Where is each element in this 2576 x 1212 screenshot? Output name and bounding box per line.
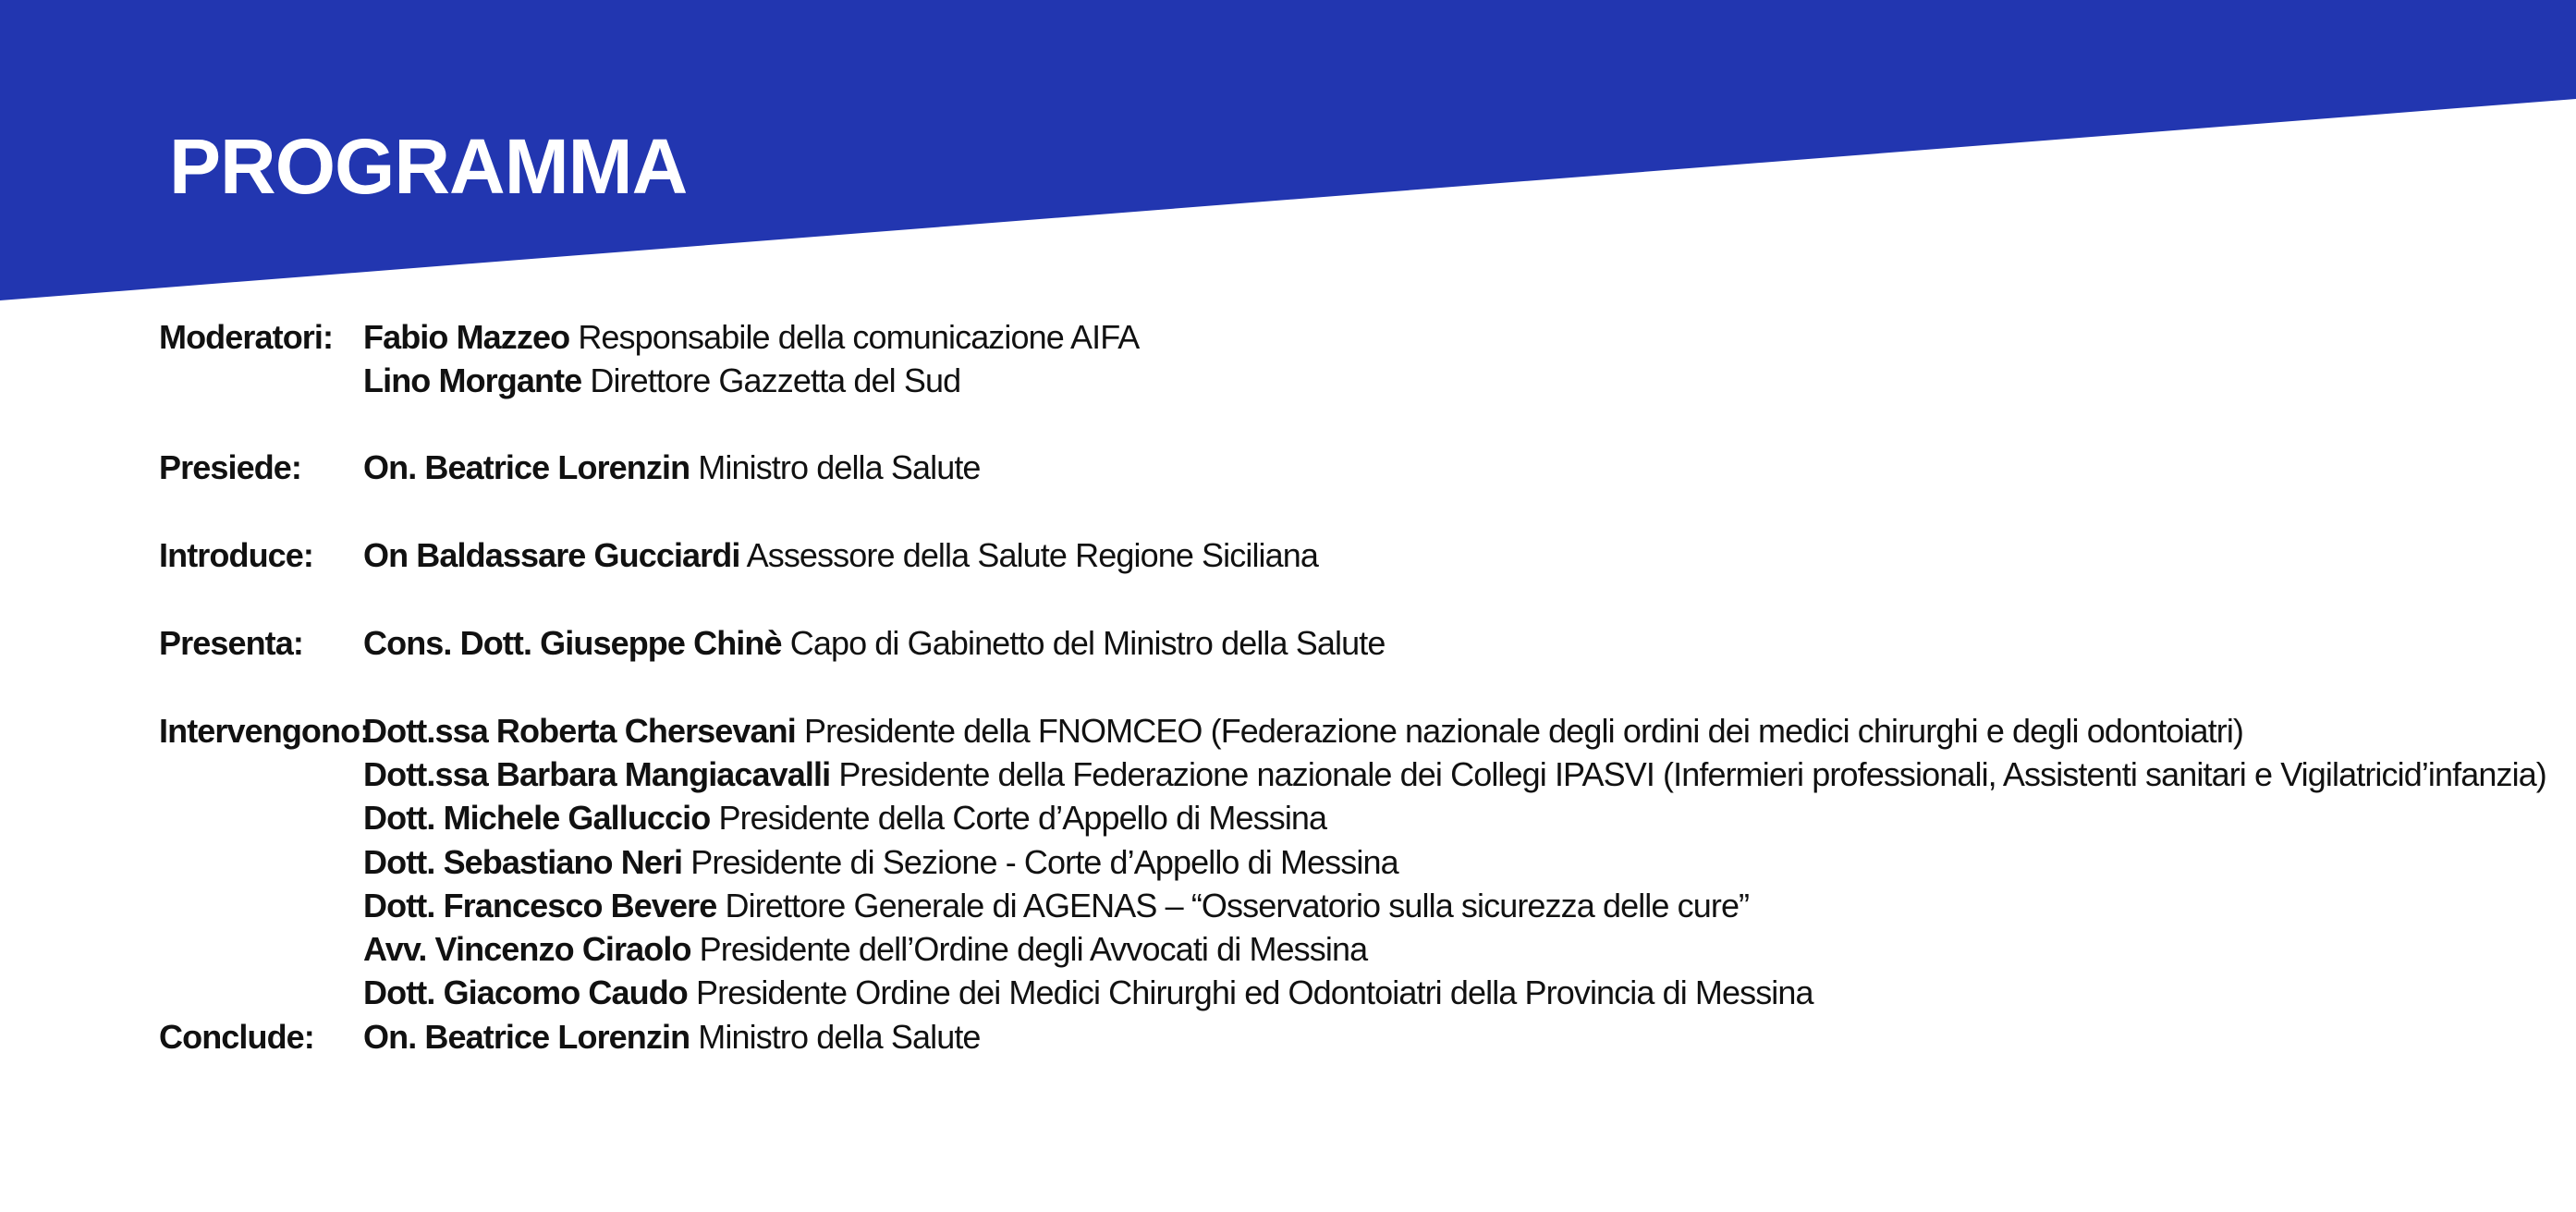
program-entry [363,533,1318,578]
program-entry [363,884,1749,928]
speaker-name: Cons. Dott. Giuseppe Chinè [363,624,782,662]
speaker-title: Direttore Generale di AGENAS – “Osservatorio sulla sicurezza delle cure” [725,887,1750,924]
role-label: Presiede: [159,448,301,486]
speaker-name: Dott. Giacomo Caudo [363,973,688,1011]
program-row [0,753,2576,797]
speaker-name: Lino Morgante [363,361,582,399]
speaker-name: Dott. Francesco Bevere [363,887,717,924]
speaker-title: Presidente della FNOMCEO (Federazione nazionale degli ordini dei medici chirurghi e degli odontoiatri) [803,712,2244,750]
speaker-title: Presidente della Corte d’Appello di Messina [718,799,1327,837]
speaker-name: Fabio Mazzeo [363,318,570,356]
speaker-title: Responsabile della comunicazione AIFA [578,318,1140,356]
program-entry [363,709,2243,753]
speaker-title: Capo di Gabinetto del Ministro della Salute [789,624,1386,662]
program-row-introduce [0,533,2576,578]
program-entry [363,1015,981,1059]
role-label: Presenta: [159,624,303,662]
role-label: Moderatori: [159,318,334,356]
speaker-name: Dott. Michele Galluccio [363,799,711,837]
speaker-name: On. Beatrice Lorenzin [363,448,690,486]
program-row [0,359,2576,403]
speaker-title: Presidente dell’Ordine degli Avvocati di Messina [699,930,1368,968]
program-entry [363,315,1139,360]
speaker-name: On. Beatrice Lorenzin [363,1018,690,1056]
program-row-conclude [0,1015,2576,1059]
program-row [0,840,2576,885]
program-row [0,884,2576,928]
speaker-name: Dott. Sebastiano Neri [363,843,683,881]
speaker-title: Assessore della Salute Regione Siciliana [746,536,1319,574]
speaker-title: Presidente della Federazione nazionale dei Collegi IPASVI (Infermieri professionali, Assistenti sanitari e Vigilatricid’infanzia) [838,755,2546,793]
program-row [0,971,2576,1015]
speaker-name: On Baldassare Gucciardi [363,536,740,574]
program-row-presiede [0,446,2576,490]
program-row [0,927,2576,972]
role-label: Intervengono: [159,712,371,750]
program-entry [363,971,1813,1015]
program-row [0,796,2576,840]
program-entry [363,359,960,403]
speaker-title: Direttore Gazzetta del Sud [590,361,961,399]
speaker-title: Presidente di Sezione - Corte d’Appello di Messina [690,843,1398,881]
program-entry [363,446,981,490]
program-row-intervengono [0,709,2576,753]
role-label: Conclude: [159,1018,314,1056]
speaker-title: Ministro della Salute [698,448,981,486]
speaker-name: Avv. Vincenzo Ciraolo [363,930,691,968]
speaker-title: Ministro della Salute [698,1018,981,1056]
speaker-title: Presidente Ordine dei Medici Chirurghi ed Odontoiatri della Provincia di Messina [696,973,1813,1011]
page-title: PROGRAMMA [169,123,688,210]
speaker-name: Dott.ssa Barbara Mangiacavalli [363,755,831,793]
program-row-moderatori [0,315,2576,360]
program-entry [363,796,1326,840]
program-entry [363,927,1367,972]
role-label: Introduce: [159,536,313,574]
program-row-presenta [0,621,2576,666]
program-entry [363,621,1385,666]
speaker-name: Dott.ssa Roberta Chersevani [363,712,796,750]
program-entry [363,840,1398,885]
program-entry [363,753,2546,797]
